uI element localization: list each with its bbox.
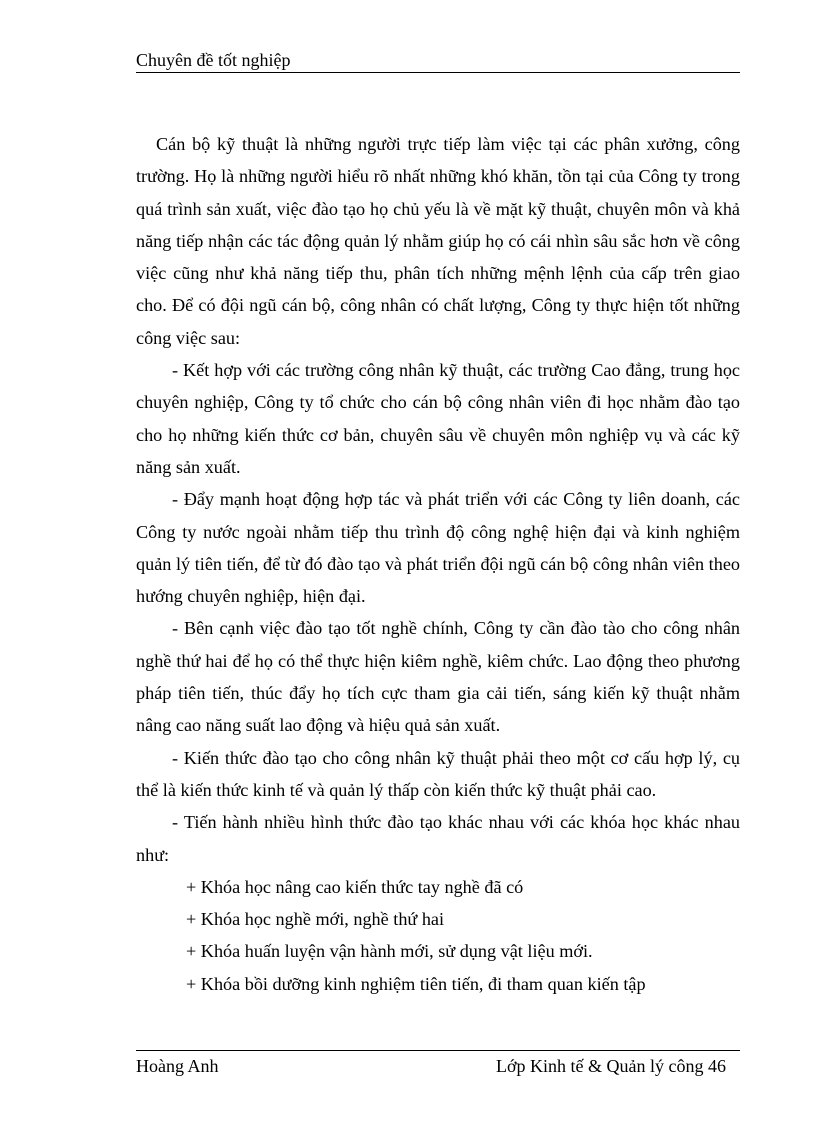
document-body — [136, 128, 740, 1000]
list-item: + Khóa huấn luyện vận hành mới, sử dụng vật liệu mới. — [186, 941, 593, 962]
course-list — [136, 871, 740, 1000]
paragraph-intro: Cán bộ kỹ thuật là những người trực tiếp làm việc tại các phân xưởng, công trường. Họ là những người hiểu rõ nhất những khó khăn, tồn tại của Công ty trong quá trình sản xuất, việc đào tạo họ chủ yếu là về mặt kỹ thuật, chuyên môn và khả năng tiếp nhận các tác động quản lý nhằm giúp họ có cái nhìn sâu sắc hơn về công việc cũng như khả năng tiếp thu, phân tích những mệnh lệnh của cấp trên giao cho. Để có đội ngũ cán bộ, công nhân có chất lượng, Công ty thực hiện tốt những công việc sau: — [136, 134, 740, 348]
list-item: + Khóa bồi dưỡng kinh nghiệm tiên tiến, đi tham quan kiến tập — [186, 973, 646, 994]
page-footer — [136, 1050, 740, 1078]
header-title: Chuyên đề tốt nghiệp — [136, 50, 291, 70]
paragraph-item: - Kết hợp với các trường công nhân kỹ thuật, các trường Cao đẳng, trung học chuyên nghiệp, Công ty tổ chức cho cán bộ công nhân viên đi học nhằm đào tạo cho họ những kiến thức cơ bản, chuyên sâu về chuyên môn nghiệp vụ và các kỹ năng sản xuất. — [136, 360, 740, 477]
list-item: + Khóa học nghề mới, nghề thứ hai — [186, 909, 445, 930]
paragraph-item: - Tiến hành nhiều hình thức đào tạo khác nhau với các khóa học khác nhau như: — [136, 812, 740, 865]
paragraph-item: - Kiến thức đào tạo cho công nhân kỹ thuật phải theo một cơ cấu hợp lý, cụ thể là kiến thức kinh tế và quản lý thấp còn kiến thức kỹ thuật phải cao. — [136, 747, 740, 800]
paragraph-item: - Đẩy mạnh hoạt động hợp tác và phát triển với các Công ty liên doanh, các Công ty nước ngoài nhằm tiếp thu trình độ công nghệ hiện đại và kinh nghiệm quản lý tiên tiến, để từ đó đào tạo và phát triển đội ngũ cán bộ công nhân viên theo hướng chuyên nghiệp, hiện đại. — [136, 489, 740, 607]
page-header — [136, 48, 740, 73]
paragraph-item: - Bên cạnh việc đào tạo tốt nghề chính, Công ty cần đào tào cho công nhân nghề thứ hai để họ có thể thực hiện kiêm nghề, kiêm chức. Lao động theo phương pháp tiên tiến, thúc đẩy họ tích cực tham gia cải tiến, sáng kiến kỹ thuật nhằm nâng cao năng suất lao động và hiệu quả sản xuất. — [136, 618, 740, 736]
list-item: + Khóa học nâng cao kiến thức tay nghề đã có — [186, 876, 524, 897]
footer-author: Hoàng Anh — [136, 1056, 219, 1076]
footer-class: Lớp Kinh tế & Quản lý công 46 — [496, 1056, 726, 1076]
